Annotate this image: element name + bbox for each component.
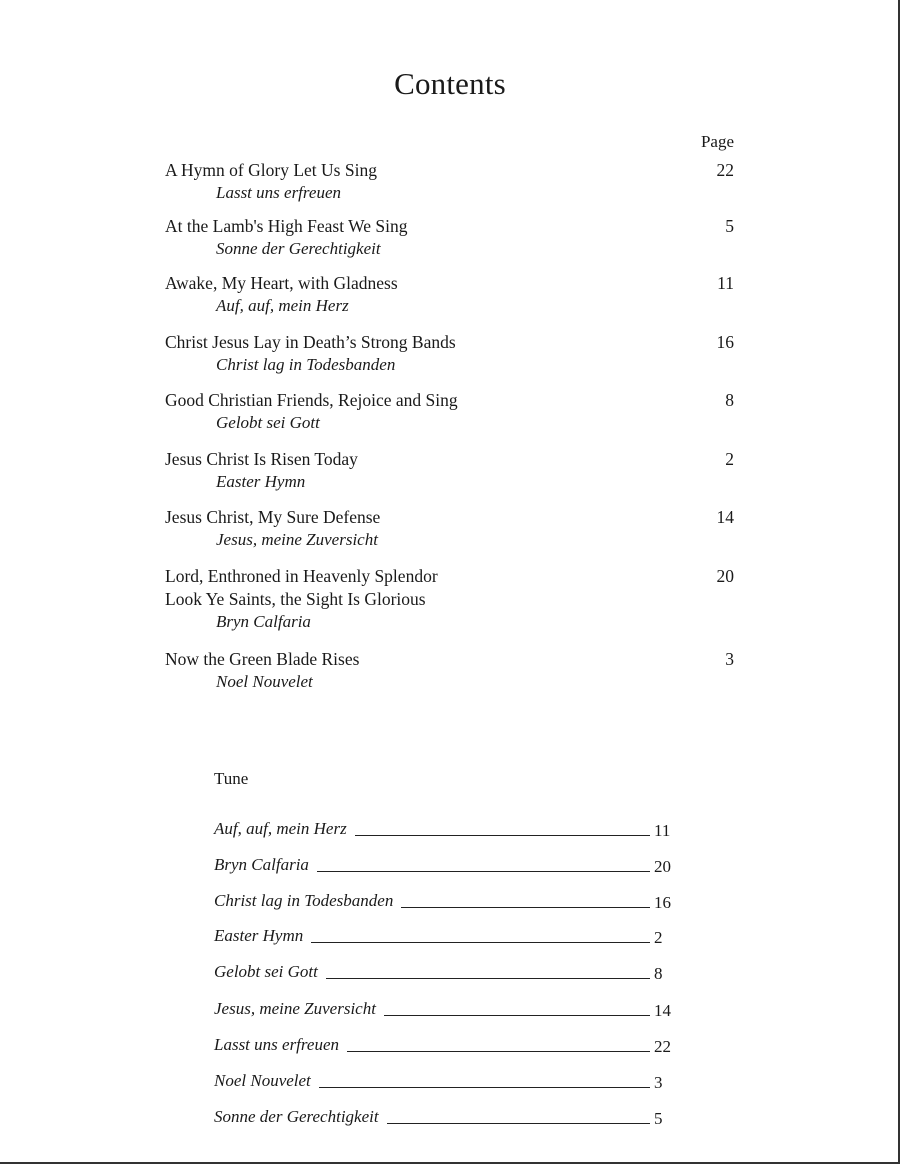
tune-index-row [214, 958, 684, 982]
tune-index-name: Sonne der Gerechtigkeit [214, 1107, 379, 1126]
leader-line [384, 1015, 650, 1016]
tune-index-row [214, 1031, 684, 1055]
page-title: Contents [394, 66, 506, 101]
hymn-title: Lord, Enthroned in Heavenly Splendor [165, 566, 438, 586]
tune-index-page-number: 11 [654, 821, 671, 840]
tune-index-page-number: 5 [654, 1109, 663, 1128]
tune-index-row [214, 995, 684, 1019]
hymn-title: Christ Jesus Lay in Death’s Strong Bands [165, 332, 456, 352]
hymn-tune-name: Auf, auf, mein Herz [216, 296, 349, 315]
hymn-page-number: 14 [716, 507, 734, 527]
leader-line [387, 1123, 650, 1124]
hymn-page-number: 5 [725, 216, 734, 236]
tune-index-name: Bryn Calfaria [214, 855, 309, 874]
tune-index-row [214, 851, 684, 875]
hymn-page-number: 8 [725, 390, 734, 410]
hymn-tune-name: Gelobt sei Gott [216, 413, 320, 432]
tune-index-row [214, 922, 684, 946]
hymn-tune-name: Lasst uns erfreuen [216, 183, 341, 202]
tune-index-page-number: 3 [654, 1073, 663, 1092]
hymn-page-number: 16 [716, 332, 734, 352]
leader-line [401, 907, 650, 908]
hymn-page-number: 20 [716, 566, 734, 586]
leader-line [317, 871, 650, 872]
hymn-tune-name: Christ lag in Todesbanden [216, 355, 396, 374]
leader-line [355, 835, 650, 836]
tune-index-header: Tune [214, 769, 249, 788]
tune-index-page-number: 22 [654, 1037, 671, 1056]
hymn-title: At the Lamb's High Feast We Sing [165, 216, 408, 236]
hymn-title: Jesus Christ Is Risen Today [165, 449, 358, 469]
tune-index-name: Jesus, meine Zuversicht [214, 999, 376, 1018]
hymn-tune-name: Bryn Calfaria [216, 612, 311, 631]
tune-index-page-number: 2 [654, 928, 663, 947]
hymn-title: Now the Green Blade Rises [165, 649, 360, 669]
leader-line [311, 942, 650, 943]
hymn-page-number: 11 [717, 273, 734, 293]
hymn-page-number: 3 [725, 649, 734, 669]
page-column-header: Page [700, 132, 734, 151]
tune-index-row [214, 1067, 684, 1091]
hymn-title: Awake, My Heart, with Gladness [165, 273, 398, 293]
tune-index-row [214, 815, 684, 839]
hymn-title: Look Ye Saints, the Sight Is Glorious [165, 589, 426, 609]
tune-index-name: Lasst uns erfreuen [214, 1035, 339, 1054]
tune-index-page-number: 8 [654, 964, 663, 983]
hymn-tune-name: Jesus, meine Zuversicht [216, 530, 378, 549]
tune-index-page-number: 20 [654, 857, 671, 876]
hymn-tune-name: Sonne der Gerechtigkeit [216, 239, 381, 258]
tune-index-row [214, 1103, 684, 1127]
tune-index-name: Christ lag in Todesbanden [214, 891, 394, 910]
hymn-title: Jesus Christ, My Sure Defense [165, 507, 381, 527]
hymn-tune-name: Easter Hymn [216, 472, 306, 491]
tune-index-name: Noel Nouvelet [214, 1071, 311, 1090]
leader-line [319, 1087, 650, 1088]
hymn-page-number: 2 [725, 449, 734, 469]
tune-index-page-number: 16 [654, 893, 671, 912]
hymn-title: A Hymn of Glory Let Us Sing [165, 160, 377, 180]
hymn-page-number: 22 [716, 160, 734, 180]
tune-index-name: Easter Hymn [214, 926, 304, 945]
tune-index-row [214, 887, 684, 911]
leader-line [326, 978, 650, 979]
tune-index-name: Auf, auf, mein Herz [214, 819, 347, 838]
hymn-tune-name: Noel Nouvelet [216, 672, 313, 691]
tune-index-name: Gelobt sei Gott [214, 962, 318, 981]
tune-index-page-number: 14 [654, 1001, 671, 1020]
hymn-title: Good Christian Friends, Rejoice and Sing [165, 390, 458, 410]
leader-line [347, 1051, 650, 1052]
